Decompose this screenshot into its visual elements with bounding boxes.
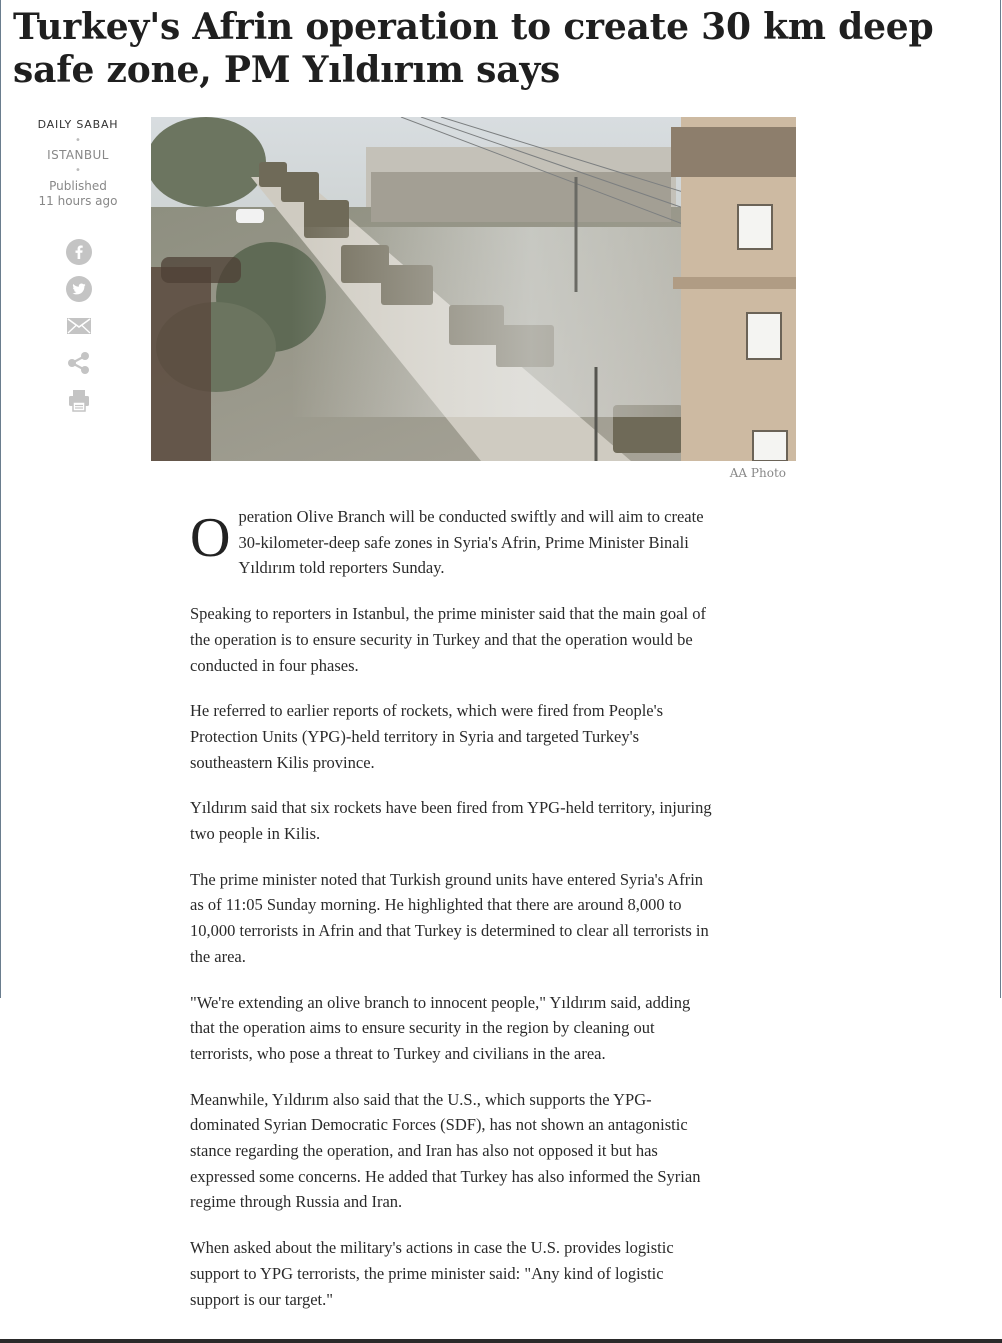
paragraph: Yıldırım said that six rockets have been fired from YPG-held territory, injuring two people in Kilis. [190, 798, 712, 844]
window-bottom-edge [0, 1339, 1002, 1343]
share-icon[interactable] [65, 349, 93, 377]
source-name[interactable]: DAILY SABAH [37, 118, 119, 131]
paragraph: Speaking to reporters in Istanbul, the prime minister said that the main goal of the operation is to ensure security in Turkey and that the operation would be conducted in four phases. [190, 604, 706, 675]
window-frame-left [0, 0, 1, 998]
paragraph: When asked about the military's actions in case the U.S. provides logistic support to YPG terrorists, the prime minister said: "Any kind of logistic support is our target." [190, 1238, 674, 1309]
twitter-icon[interactable] [65, 275, 93, 303]
headline: Turkey's Afrin operation to create 30 km deep safe zone, PM Yıldırım says [13, 6, 934, 91]
article-photo [151, 117, 796, 461]
article-meta [22, 117, 134, 209]
share-bar [64, 238, 94, 414]
meta-separator: • [75, 135, 81, 146]
meta-separator: • [75, 165, 81, 176]
drop-cap: O [190, 507, 231, 569]
window-frame-right [1000, 0, 1001, 998]
email-icon[interactable] [65, 312, 93, 340]
lead-paragraph [190, 504, 712, 581]
paragraph: "We're extending an olive branch to innocent people," Yıldırım said, adding that the operation aims to ensure security in the region by cleaning out terrorists, who pose a threat to Turkey and civilians in the area. [190, 992, 691, 1063]
paragraph: The prime minister noted that Turkish ground units have entered Syria's Afrin as of 11:05 Sunday morning. He highlighted that there are around 8,000 to 10,000 terrorists in Afrin and that Turkey is determined to clear all terrorists in the area. [190, 869, 709, 966]
location: ISTANBUL [47, 148, 109, 162]
article-body [190, 504, 712, 1332]
paragraph: He referred to earlier reports of rockets, which were fired from People's Protection Units (YPG)-held territory in Syria and targeted Turkey's southeastern Kilis province. [190, 701, 664, 772]
published-time: 11 hours ago [38, 194, 118, 208]
paragraph: Meanwhile, Yıldırım also said that the U.S., which supports the YPG-dominated Syrian Democratic Forces (SDF), has not shown an antagonistic stance regarding the operation, and Iran has also not opposed it but has expressed some concerns. He added that Turkey has also informed the Syrian regime through Russia and Iran. [190, 1089, 701, 1212]
facebook-icon[interactable] [65, 238, 93, 266]
print-icon[interactable] [65, 386, 93, 414]
lead-text: peration Olive Branch will be conducted swiftly and will aim to create 30-kilometer-deep safe zones in Syria's Afrin, Prime Minister Binali Yıldırım told reporters Sunday. [238, 507, 704, 578]
published-label: Published [49, 179, 107, 193]
image-caption: AA Photo [729, 466, 786, 480]
